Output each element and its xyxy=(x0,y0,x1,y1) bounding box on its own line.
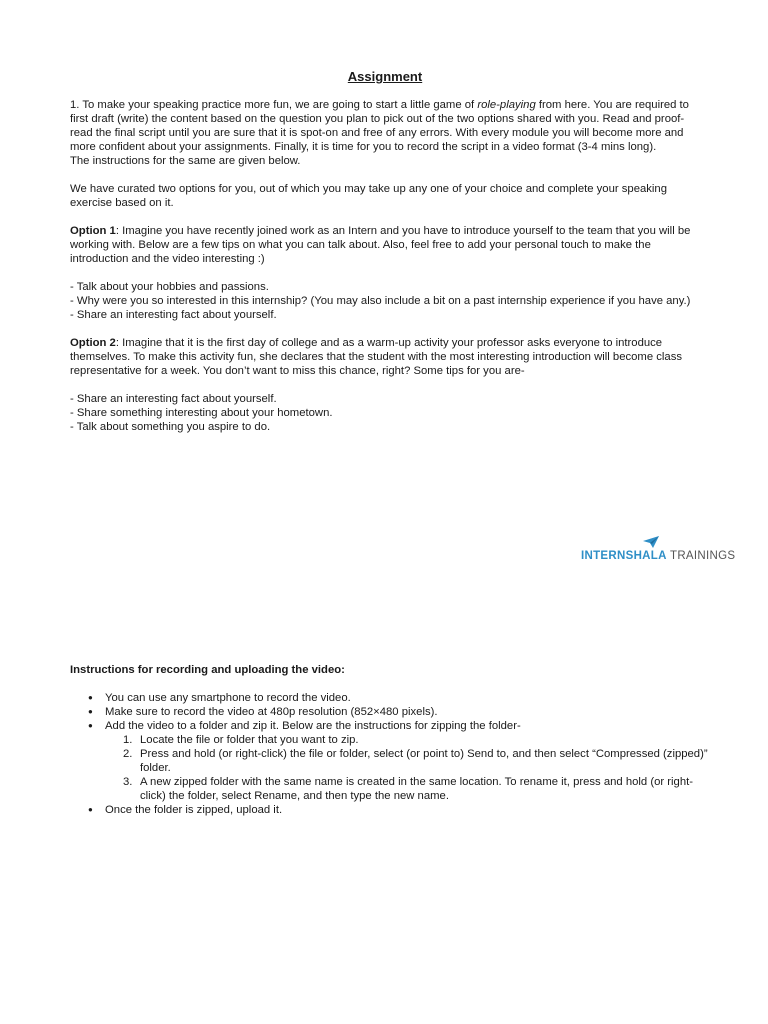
page-title: Assignment xyxy=(347,69,423,84)
option-2-label: Option 2 xyxy=(70,337,116,349)
option-2-tip: - Share an interesting fact about yourself. xyxy=(70,393,277,405)
step-number: 2. xyxy=(123,748,133,760)
option-2-text: : Imagine that it is the first day of college and as a warm-up activity your professor asks everyone to introduce themselves. To make this activity fun, she declares that the student with the most interesting introduction will become class representative for a week. You don’t want to miss this chance, right? Some tips for you are- xyxy=(70,337,683,377)
zip-step xyxy=(105,775,710,803)
intro-italic-term: role-playing xyxy=(477,99,536,111)
step-number: 1. xyxy=(123,734,133,746)
instructions-list xyxy=(70,691,710,817)
list-item-text: Add the video to a folder and zip it. Below are the instructions for zipping the folder- xyxy=(105,720,521,732)
option-2-tip: - Talk about something you aspire to do. xyxy=(70,421,271,433)
logo-brand-text: INTERNSHALA xyxy=(581,550,667,562)
internshala-trainings-logo xyxy=(581,536,736,562)
logo-suffix-text: TRAININGS xyxy=(666,550,736,562)
intro-text-end: from here. You are required to first draft (write) the content based on the question you plan to pick out of the two options shared with you. Read and proof-read the final script until you are sure that it is spot-on and free of any errors. With every module you will become more and more confident about your assignments. Finally, it is time for you to record the script in a video format (3-4 mins long). xyxy=(70,99,689,153)
option-1-paragraph xyxy=(70,224,700,266)
intro-text-start: 1. To make your speaking practice more fun, we are going to start a little game of xyxy=(70,99,478,111)
option-1-text: : Imagine you have recently joined work as an Intern and you have to introduce yourself to the team that you will be working with. Below are a few tips on what you can talk about. Also, feel free to add your personal touch to make the introduction and the video interesting :) xyxy=(70,225,691,265)
option-1-label: Option 1 xyxy=(70,225,116,237)
step-text: A new zipped folder with the same name is created in the same location. To rename it, press and hold (or right-click) the folder, select Rename, and then type the new name. xyxy=(140,776,694,802)
paper-plane-icon xyxy=(643,536,659,548)
step-text: Locate the file or folder that you want to zip. xyxy=(140,734,359,746)
step-number: 3. xyxy=(123,776,133,788)
intro-paragraph xyxy=(70,98,700,154)
option-1-tip: - Why were you so interested in this internship? (You may also include a bit on a past internship experience if you have any.) xyxy=(70,295,691,307)
list-item: ● Make sure to record the video at 480p resolution (852×480 pixels). xyxy=(70,705,710,719)
instructions-note: The instructions for the same are given below. xyxy=(70,155,301,167)
zip-steps-list xyxy=(105,733,710,803)
list-item: ● Once the folder is zipped, upload it. xyxy=(70,803,710,817)
logo-wordmark xyxy=(581,549,735,563)
list-item: ● You can use any smartphone to record the video. xyxy=(70,691,710,705)
option-1-tip: - Share an interesting fact about yourself. xyxy=(70,309,277,321)
document-body xyxy=(70,70,700,434)
zip-step xyxy=(105,733,710,747)
option-2-tip: - Share something interesting about your hometown. xyxy=(70,407,333,419)
instructions-heading: Instructions for recording and uploading the video: xyxy=(70,664,345,676)
option-1-tip: - Talk about your hobbies and passions. xyxy=(70,281,269,293)
recording-instructions xyxy=(70,663,710,817)
zip-step xyxy=(105,747,710,775)
list-item xyxy=(70,719,710,803)
option-2-paragraph xyxy=(70,336,700,378)
options-intro: We have curated two options for you, out of which you may take up any one of your choice and complete your speaking exercise based on it. xyxy=(70,183,667,209)
step-text: Press and hold (or right-click) the file or folder, select (or point to) Send to, and then select “Compressed (zipped)” folder. xyxy=(140,748,708,774)
